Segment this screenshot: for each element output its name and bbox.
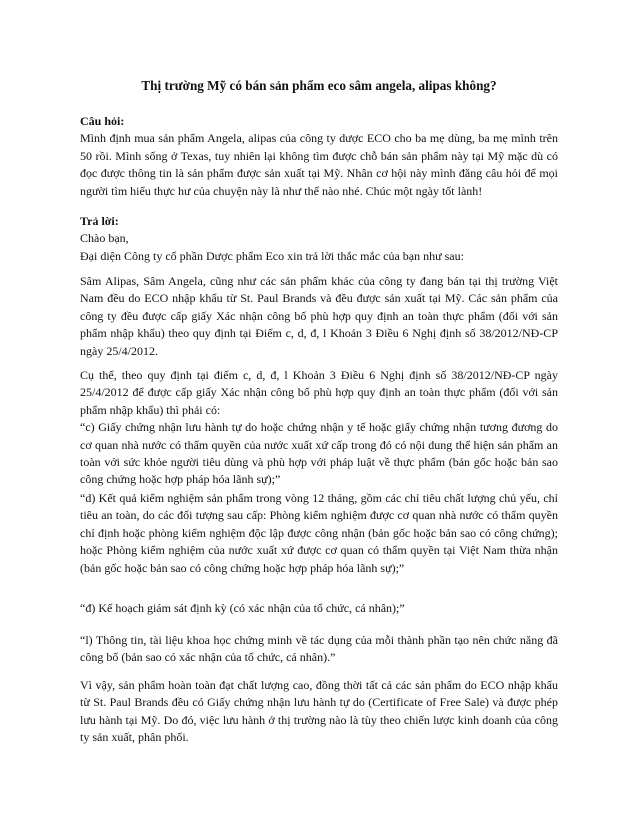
question-label: Câu hỏi: (80, 114, 125, 128)
paragraph-3: “d) Kết quả kiểm nghiệm sản phẩm trong vòng 12 tháng, gồm các chỉ tiêu chất lượng chủ yếu, chỉ tiêu an toàn, do các đối tượng sau cấp: Phòng kiểm nghiệm được cơ quan nhà nước có thẩm quyền chỉ định hoặc phòng kiểm nghiệm độc lập được công nhận (bản gốc hoặc bản sao có công chứng); hoặc Phòng kiểm nghiệm của nước xuất xứ được cơ quan có thẩm quyền tại Việt Nam thừa nhận (bản gốc hoặc bản sao có công chứng hoặc hợp pháp hóa lãnh sự);” (80, 491, 558, 575)
page-title: Thị trường Mỹ có bán sản phẩm eco sâm angela, alipas không? (141, 78, 497, 93)
paragraph-2-intro: Cụ thể, theo quy định tại điểm c, d, đ, l Khoản 3 Điều 6 Nghị định số 38/2012/NĐ-CP ngày 25/4/2012 để được cấp giấy Xác nhận công bố phù hợp quy định an toàn thực phẩm (đối với sản phẩm nhập khẩu) thì phải có: (80, 368, 558, 417)
question-text: Mình định mua sản phẩm Angela, alipas của công ty dược ECO cho ba mẹ dùng, ba mẹ mình trên 50 rồi. Mình sống ở Texas, tuy nhiên lại không tìm được chỗ bán sản phẩm này tại Mỹ mặc dù có đọc được thông tin là sản phẩm được sản xuất tại Mỹ. Nhân cơ hội này mình đăng câu hỏi để mọi người tìm hiểu thực hư của chuyện này là như thế nào nhé. Chúc một ngày tốt lành! (80, 131, 558, 198)
answer-label: Trả lời: (80, 214, 119, 228)
paragraph-6: Vì vậy, sản phẩm hoàn toàn đạt chất lượng cao, đồng thời tất cả các sản phẩm do ECO nhập khẩu từ St. Paul Brands đều có Giấy chứng nhận lưu hành tự do (Certificate of Free Sale) và được phép lưu hành tại Mỹ. Do đó, việc lưu hành ở thị trường nào là tùy theo chiến lược kinh doanh của công ty sản xuất, phân phối. (80, 678, 558, 745)
answer-header (80, 213, 558, 265)
answer-intro: Đại diện Công ty cổ phần Dược phẩm Eco xin trả lời thắc mắc của bạn như sau: (80, 248, 464, 263)
answer-greeting: Chào bạn, (80, 231, 129, 246)
paragraph-4: “đ) Kế hoạch giám sát định kỳ (có xác nhận của tổ chức, cá nhân);” (80, 601, 405, 615)
paragraph-1: Sâm Alipas, Sâm Angela, cũng như các sản phẩm khác của công ty đang bán tại thị trường Việt Nam đều do ECO nhập khẩu từ St. Paul Brands và đều được sản xuất tại Mỹ. Các sản phẩm của công ty đều được cấp giấy Xác nhận công bố phù hợp quy định an toàn thực phẩm (đối với sản phẩm nhập khẩu) theo quy định tại Điểm c, d, đ, l Khoản 3 Điều 6 Nghị định số 38/2012/NĐ-CP ngày 25/4/2012. (80, 274, 558, 358)
paragraph-2-item-c: “c) Giấy chứng nhận lưu hành tự do hoặc chứng nhận y tế hoặc giấy chứng nhận tương đương do cơ quan nhà nước có thẩm quyền của nước xuất xứ cấp trong đó có nội dung thể hiện sản phẩm an toàn với sức khỏe người tiêu dùng và phù hợp với pháp luật về thực phẩm (bản gốc hoặc bản sao công chứng hoặc hợp pháp hóa lãnh sự);” (80, 420, 558, 487)
question-section (80, 113, 558, 200)
paragraph-5: “l) Thông tin, tài liệu khoa học chứng minh về tác dụng của mỗi thành phần tạo nên chức năng đã công bố (bản sao có xác nhận của tổ chức, cá nhân).” (80, 633, 558, 665)
paragraph-2 (80, 367, 558, 489)
